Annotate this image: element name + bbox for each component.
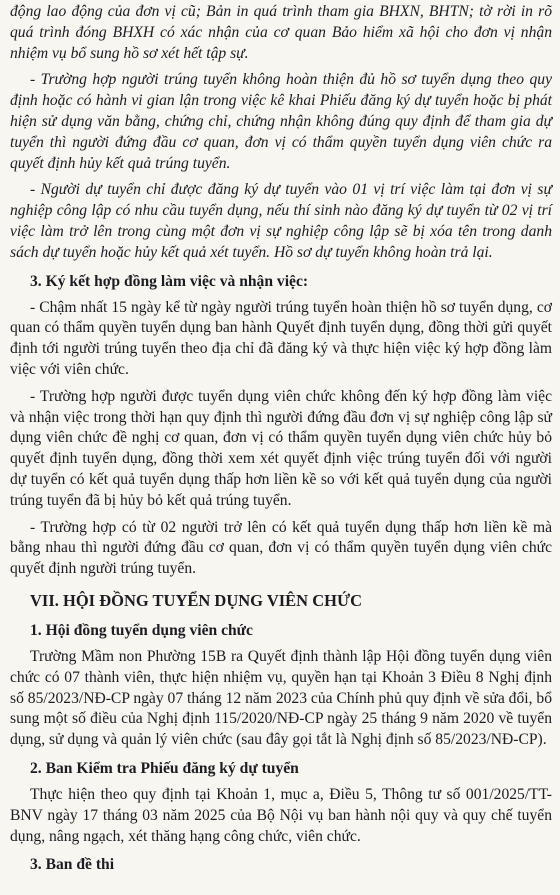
section-heading-contract: 3. Ký kết hợp đồng làm việc và nhận việc: [30,272,309,290]
paragraph-council: Trường Mầm non Phường 15B ra Quyết định thành lập Hội đồng tuyển dụng viên chức có 07 thành viên, thực hiện nhiệm vụ, quyền hạn tại Khoản 3 Điều 8 Nghị định số 85/2023/NĐ-CP ngày 07 tháng 12 năm 2023 của Chính phủ quy định về sửa đổi, bổ sung một số điều của Nghị định 115/2020/NĐ-CP ngày 25 tháng 9 năm 2020 về tuyển dụng, sử dụng và quản lý viên chức (sau đây gọi tắt là Nghị định số 85/2023/NĐ-CP). [10,647,552,749]
section-heading-inspection: 2. Ban Kiểm tra Phiếu đăng ký dự tuyển [30,759,299,777]
paragraph-contract-absence: - Trường hợp người được tuyển dụng viên chức không đến ký hợp đồng làm việc và nhận việc trong thời hạn quy định thì người đứng đầu đơn vị sự nghiệp công lập sử dụng viên chức đề nghị cơ quan, đơn vị có thẩm quyền tuyển dụng viên chức hủy bỏ quyết định tuyển dụng, đồng thời xem xét quyết định việc trúng tuyển đối với người dự tuyển có kết quả tuyển dụng thấp hơn liền kề so với kết quả tuyển dụng của người trúng tuyển đã bị hủy bỏ kết quả trúng tuyển. [10,387,552,509]
paragraph-incomplete-records: - Trường hợp người trúng tuyển không hoàn thiện đủ hồ sơ tuyển dụng theo quy định hoặc có hành vi gian lận trong việc kê khai Phiếu đăng ký dự tuyển hoặc bị phát hiện sử dụng văn bằng, chứng chỉ, chứng nhận không đúng quy định để tham gia dự tuyển thì người đứng đầu cơ quan, đơn vị có thẩm quyền tuyển dụng viên chức ra quyết định hủy kết quả trúng tuyển. [10,71,552,172]
paragraph-single-position: - Người dự tuyển chỉ được đăng ký dự tuyển vào 01 vị trí việc làm tại đơn vị sự nghiệp công lập có nhu cầu tuyển dụng, nếu thí sinh nào đăng ký dự tuyển từ 02 vị trí việc làm trở lên trong cùng một đơn vị sự nghiệp công lập sẽ bị xóa tên trong danh sách dự tuyển hoặc hủy kết quả xét tuyển. Hồ sơ dự tuyển không hoàn trả lại. [10,181,552,261]
section-heading-council: 1. Hội đồng tuyển dụng viên chức [30,621,253,639]
paragraph-tie-result: - Trường hợp có từ 02 người trở lên có kết quả tuyển dụng thấp hơn liền kề mà bằng nhau thì người đứng đầu cơ quan, đơn vị có thẩm quyền tuyển dụng viên chức quyết định người trúng tuyển. [10,518,552,578]
document-page [0,2,560,895]
chapter-heading-council: VII. HỘI ĐỒNG TUYỂN DỤNG VIÊN CHỨC [30,590,363,610]
section-heading-exam-board: 3. Ban đề thi [30,856,115,874]
paragraph-inspection: Thực hiện theo quy định tại Khoản 1, mục a, Điều 5, Thông tư số 001/2025/TT-BNV ngày 17 tháng 03 năm 2025 của Bộ Nội vụ ban hành nội quy và quy chế tuyển dụng, nâng ngạch, xét thăng hạng công chức, viên chức. [10,785,552,845]
paragraph-contract-deadline: - Chậm nhất 15 ngày kể từ ngày người trúng tuyển hoàn thiện hồ sơ tuyển dụng, cơ quan có thẩm quyền tuyển dụng ban hành Quyết định tuyển dụng, đồng thời gửi quyết định tới người trúng tuyển theo địa chỉ đã đăng ký và thực hiện việc ký hợp đồng làm việc với viên chức. [10,298,552,378]
paragraph-records-continuation: động lao động của đơn vị cũ; Bản in quá trình tham gia BHXN, BHTN; tờ rời in rõ quá trình đóng BHXH có xác nhận của cơ quan Bảo hiểm xã hội cho đơn vị nhận nhiệm vụ bổ sung hồ sơ xét hết tập sự. [10,3,552,62]
